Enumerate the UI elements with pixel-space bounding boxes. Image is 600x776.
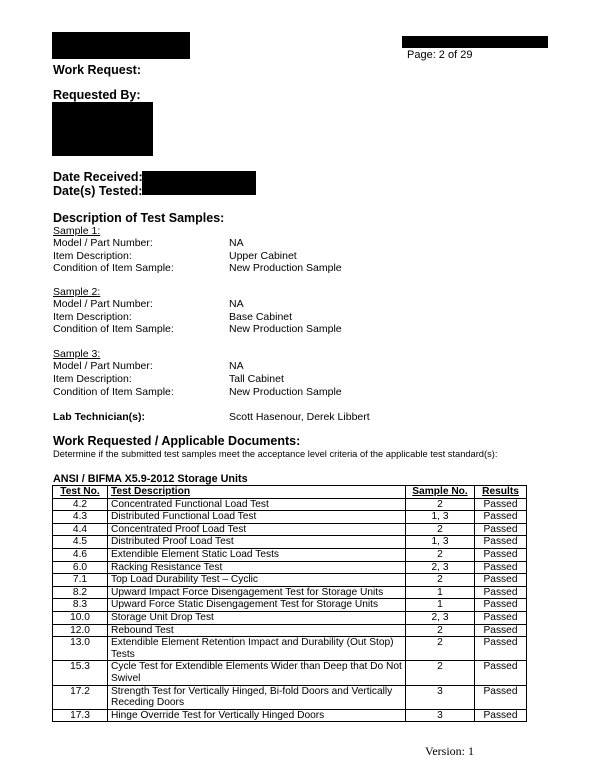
cell-sample-no: 2 (406, 523, 475, 536)
row-label: Condition of Item Sample: (53, 323, 174, 335)
cell-result: Passed (475, 709, 527, 722)
version-label: Version: 1 (425, 744, 474, 758)
cell-sample-no: 1 (406, 599, 475, 612)
requested-by-label: Requested By: (53, 88, 141, 102)
table-row (53, 661, 527, 685)
cell-description: Distributed Functional Load Test (108, 511, 406, 524)
cell-test-no: 4.3 (53, 511, 108, 524)
cell-test-no: 4.6 (53, 548, 108, 561)
table-row (53, 536, 527, 549)
cell-description: Strength Test for Vertically Hinged, Bi-fold Doors and Vertically Receding Doors (108, 685, 406, 709)
table-row (53, 685, 527, 709)
table-header-row (53, 486, 527, 499)
row-value: NA (229, 360, 244, 372)
cell-sample-no: 2 (406, 498, 475, 511)
work-request-label: Work Request: (53, 63, 141, 77)
table-row (53, 599, 527, 612)
row-value: Upper Cabinet (229, 250, 297, 262)
cell-result: Passed (475, 586, 527, 599)
cell-sample-no: 2 (406, 661, 475, 685)
cell-description: Rebound Test (108, 624, 406, 637)
row-label: Model / Part Number: (53, 237, 153, 249)
cell-result: Passed (475, 498, 527, 511)
row-label: Model / Part Number: (53, 360, 153, 372)
cell-description: Upward Force Static Disengagement Test for Storage Units (108, 599, 406, 612)
cell-sample-no: 2, 3 (406, 561, 475, 574)
redacted-header-block (402, 36, 548, 48)
row-value: NA (229, 298, 244, 310)
cell-result: Passed (475, 548, 527, 561)
row-label: Item Description: (53, 373, 132, 385)
cell-sample-no: 3 (406, 709, 475, 722)
cell-result: Passed (475, 624, 527, 637)
table-row (53, 548, 527, 561)
row-value: Base Cabinet (229, 311, 293, 323)
cell-test-no: 4.2 (53, 498, 108, 511)
cell-description: Extendible Element Static Load Tests (108, 548, 406, 561)
header-test-description: Test Description (108, 486, 406, 499)
table-row (53, 561, 527, 574)
cell-result: Passed (475, 511, 527, 524)
cell-description: Storage Unit Drop Test (108, 611, 406, 624)
cell-description: Extendible Element Retention Impact and Durability (Out Stop) Tests (108, 637, 406, 661)
date-received-label: Date Received: (53, 170, 143, 184)
cell-sample-no: 2 (406, 624, 475, 637)
row-value: NA (229, 237, 244, 249)
cell-test-no: 8.3 (53, 599, 108, 612)
cell-description: Cycle Test for Extendible Elements Wider than Deep that Do Not Swivel (108, 661, 406, 685)
cell-test-no: 13.0 (53, 637, 108, 661)
work-requested-note: Determine if the submitted test samples meet the acceptance level criteria of the applicable test standard(s): (53, 449, 498, 459)
cell-result: Passed (475, 574, 527, 587)
work-requested-heading: Work Requested / Applicable Documents: (53, 434, 301, 448)
row-value: New Production Sample (229, 386, 342, 398)
cell-description: Upward Impact Force Disengagement Test for Storage Units (108, 586, 406, 599)
redacted-logo-block (52, 32, 190, 59)
cell-sample-no: 2, 3 (406, 611, 475, 624)
cell-sample-no: 2 (406, 548, 475, 561)
table-row (53, 574, 527, 587)
cell-description: Racking Resistance Test (108, 561, 406, 574)
row-label: Item Description: (53, 250, 132, 262)
cell-sample-no: 1 (406, 586, 475, 599)
cell-test-no: 6.0 (53, 561, 108, 574)
cell-result: Passed (475, 685, 527, 709)
sample-title: Sample 3: (53, 348, 101, 360)
cell-result: Passed (475, 536, 527, 549)
row-label: Item Description: (53, 311, 132, 323)
cell-result: Passed (475, 561, 527, 574)
table-row (53, 624, 527, 637)
row-value: Tall Cabinet (229, 373, 284, 385)
row-value: New Production Sample (229, 323, 342, 335)
cell-test-no: 4.5 (53, 536, 108, 549)
redacted-dates-block (142, 171, 256, 195)
row-label: Condition of Item Sample: (53, 386, 174, 398)
cell-test-no: 10.0 (53, 611, 108, 624)
sample-title: Sample 2: (53, 286, 101, 298)
table-row (53, 498, 527, 511)
table-row (53, 637, 527, 661)
header-results: Results (475, 486, 527, 499)
redacted-requester-block (52, 102, 153, 156)
cell-description: Concentrated Functional Load Test (108, 498, 406, 511)
table-row (53, 709, 527, 722)
cell-sample-no: 3 (406, 685, 475, 709)
row-label: Condition of Item Sample: (53, 262, 174, 274)
cell-description: Distributed Proof Load Test (108, 536, 406, 549)
cell-test-no: 7.1 (53, 574, 108, 587)
table-row (53, 523, 527, 536)
row-label: Model / Part Number: (53, 298, 153, 310)
table-row (53, 586, 527, 599)
cell-description: Concentrated Proof Load Test (108, 523, 406, 536)
header-test-no: Test No. (53, 486, 108, 499)
standard-title: ANSI / BIFMA X5.9-2012 Storage Units (53, 473, 248, 485)
lab-technician-label: Lab Technician(s): (53, 411, 145, 423)
cell-sample-no: 2 (406, 637, 475, 661)
row-value: New Production Sample (229, 262, 342, 274)
dates-tested-label: Date(s) Tested: (53, 184, 143, 198)
cell-result: Passed (475, 523, 527, 536)
cell-test-no: 12.0 (53, 624, 108, 637)
table-row (53, 611, 527, 624)
cell-sample-no: 1, 3 (406, 536, 475, 549)
cell-result: Passed (475, 611, 527, 624)
page-number: Page: 2 of 29 (407, 49, 473, 61)
cell-result: Passed (475, 661, 527, 685)
sample-title: Sample 1: (53, 225, 101, 237)
cell-result: Passed (475, 599, 527, 612)
cell-test-no: 4.4 (53, 523, 108, 536)
lab-technician-value: Scott Hasenour, Derek Libbert (229, 411, 370, 423)
results-table (52, 485, 527, 722)
header-sample-no: Sample No. (406, 486, 475, 499)
cell-description: Top Load Durability Test – Cyclic (108, 574, 406, 587)
cell-sample-no: 2 (406, 574, 475, 587)
description-heading: Description of Test Samples: (53, 211, 225, 225)
cell-test-no: 15.3 (53, 661, 108, 685)
cell-sample-no: 1, 3 (406, 511, 475, 524)
cell-test-no: 17.2 (53, 685, 108, 709)
cell-test-no: 8.2 (53, 586, 108, 599)
table-row (53, 511, 527, 524)
cell-test-no: 17.3 (53, 709, 108, 722)
cell-result: Passed (475, 637, 527, 661)
cell-description: Hinge Override Test for Vertically Hinged Doors (108, 709, 406, 722)
